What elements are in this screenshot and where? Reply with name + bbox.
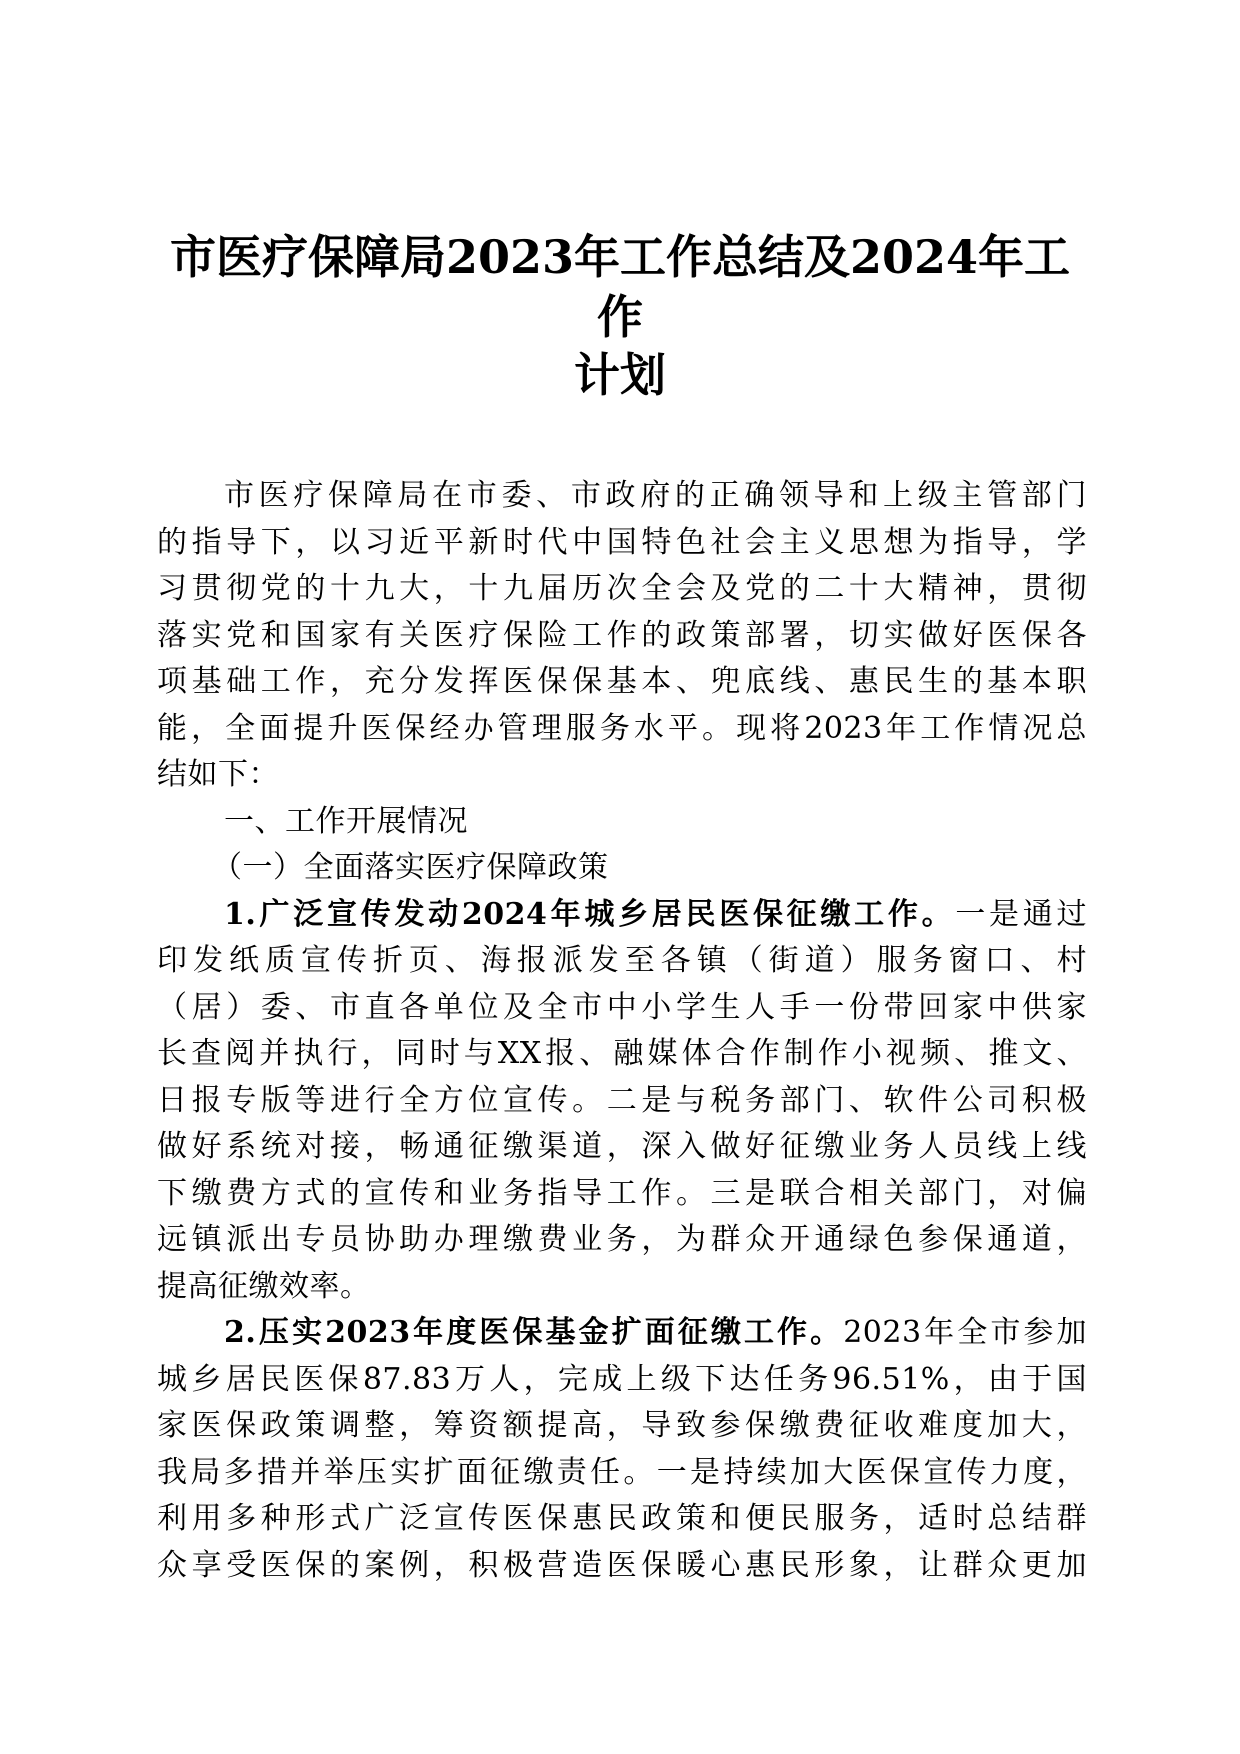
item-1-line: 远镇派出专员协助办理缴费业务，为群众开通绿色参保通道， xyxy=(157,1222,1087,1257)
item-2-line: 我局多措并举压实扩面征缴责任。一是持续加大医保宣传力度， xyxy=(157,1454,1087,1490)
intro-line: 落实党和国家有关医疗保险工作的政策部署，切实做好医保各 xyxy=(157,617,1087,653)
section-heading: 一、工作开展情况 xyxy=(224,803,468,839)
item-2-first-line xyxy=(157,1310,1087,1357)
item-1-first-line-text: 一是通过 xyxy=(955,896,1087,932)
intro-line: 的指导下，以习近平新时代中国特色社会主义思想为指导，学 xyxy=(157,524,1087,560)
intro-line: 能，全面提升医保经办管理服务水平。现将2023年工作情况总 xyxy=(157,710,1087,746)
item-2-line: 城乡居民医保87.83万人，完成上级下达任务96.51%，由于国 xyxy=(157,1361,1087,1397)
item-2-title: 2.压实2023年度医保基金扩面征缴工作。 xyxy=(224,1315,844,1350)
document-body xyxy=(157,473,1087,1589)
item-1-line: （居）委、市直各单位及全市中小学生人手一份带回家中供家 xyxy=(157,989,1087,1025)
item-1-line: 印发纸质宣传折页、海报派发至各镇（街道）服务窗口、村 xyxy=(157,943,1087,978)
item-1-line: 做好系统对接，畅通征缴渠道，深入做好征缴业务人员线上线 xyxy=(157,1129,1087,1164)
intro-line: 项基础工作，充分发挥医保保基本、兜底线、惠民生的基本职 xyxy=(157,664,1087,699)
item-2-line: 利用多种形式广泛宣传医保惠民政策和便民服务，适时总结群 xyxy=(157,1501,1087,1536)
document-title-line-2: 计划 xyxy=(574,348,666,402)
intro-line: 习贯彻党的十九大，十九届历次全会及党的二十大精神，贯彻 xyxy=(157,571,1087,606)
item-2-line: 家医保政策调整，筹资额提高，导致参保缴费征收难度加大， xyxy=(157,1408,1087,1443)
item-1-title: 1.广泛宣传发动2024年城乡居民医保征缴工作。 xyxy=(224,896,956,932)
item-1-first-line xyxy=(157,892,1087,939)
item-1-line: 日报专版等进行全方位宣传。二是与税务部门、软件公司积极 xyxy=(157,1082,1087,1118)
item-1-line: 提高征缴效率。 xyxy=(157,1268,371,1304)
item-2-first-line-text: 2023年全市参加 xyxy=(843,1315,1087,1350)
subsection-heading: （一）全面落实医疗保障政策 xyxy=(212,850,609,885)
intro-line: 市医疗保障局在市委、市政府的正确领导和上级主管部门 xyxy=(224,478,1087,513)
item-1-line: 长查阅并执行，同时与XX报、融媒体合作制作小视频、推文、 xyxy=(157,1036,1087,1071)
intro-line: 结如下： xyxy=(157,757,279,792)
item-1-line: 下缴费方式的宣传和业务指导工作。三是联合相关部门，对偏 xyxy=(157,1175,1087,1211)
document-title-line-1: 市医疗保障局2023年工作总结及2024年工作 xyxy=(169,230,1071,344)
item-2-line: 众享受医保的案例，积极营造医保暖心惠民形象，让群众更加 xyxy=(157,1547,1087,1583)
